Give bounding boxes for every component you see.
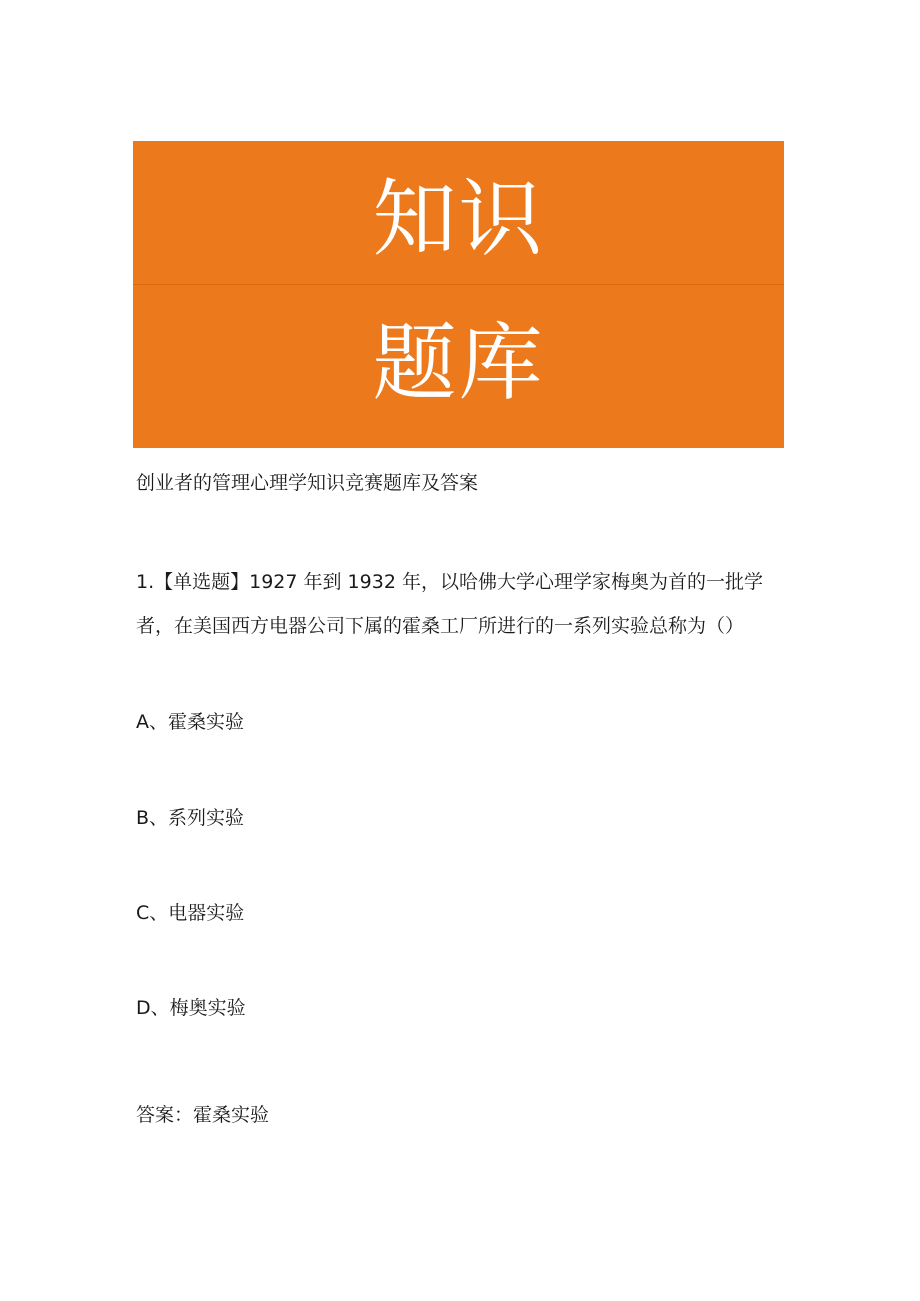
banner-title-line-2: 题库 [372,314,545,412]
title-banner [133,141,784,448]
option-b: B、系列实验 [136,807,245,829]
question-text-line-2: 者，在美国西方电器公司下属的霍桑工厂所进行的一系列实验总称为（） [136,615,745,637]
banner-divider [133,284,784,285]
banner-title-line-1: 知识 [372,170,545,268]
question-stem [136,560,796,648]
option-c: C、电器实验 [136,902,245,924]
option-d: D、梅奥实验 [136,997,246,1019]
option-a: A、霍桑实验 [136,711,244,733]
question-text-line-1: 1.【单选题】1927 年到 1932 年，以哈佛大学心理学家梅奥为首的一批学 [136,571,763,593]
document-title: 创业者的管理心理学知识竞赛题库及答案 [136,472,479,494]
answer-text: 答案：霍桑实验 [136,1104,270,1126]
